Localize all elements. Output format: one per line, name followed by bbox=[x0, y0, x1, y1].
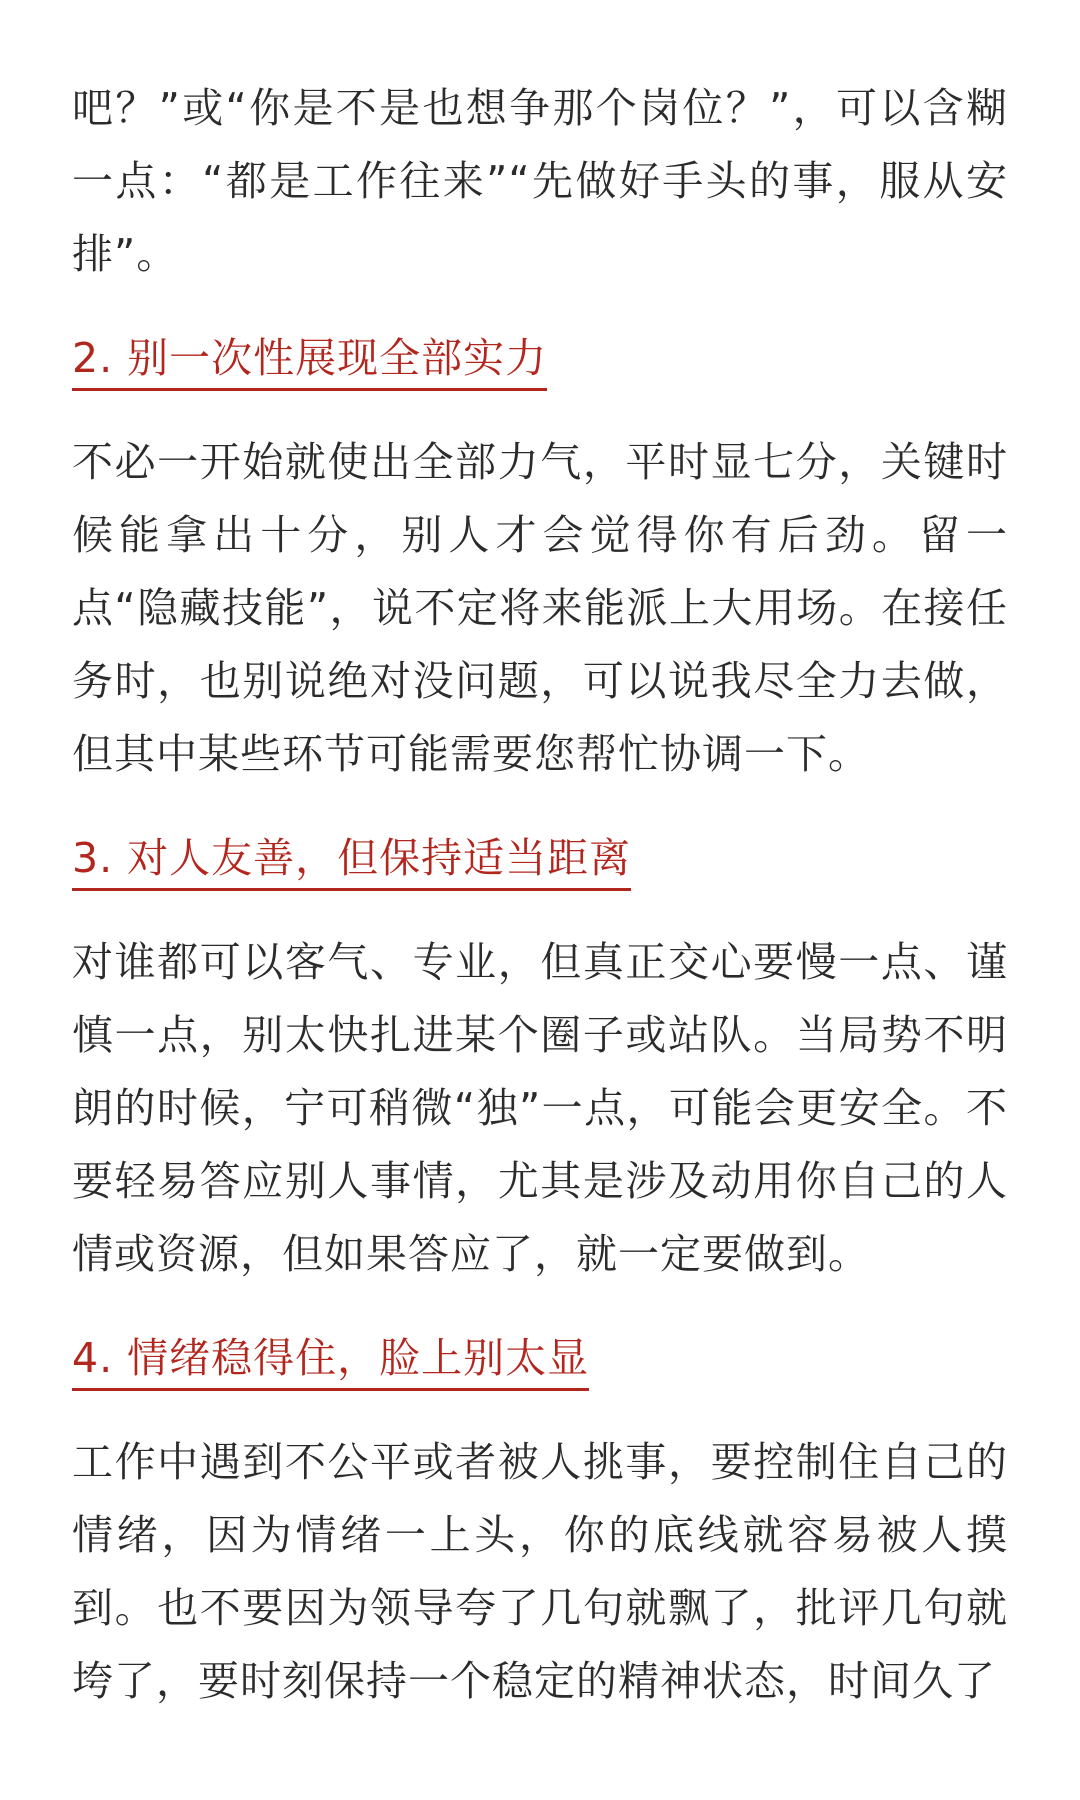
section-body-3: 对谁都可以客气、专业，但真正交心要慢一点、谨慎一点，别太快扎进某个圈子或站队。当局势不明朗的时候，宁可稍微“独”一点，可能会更安全。不要轻易答应别人事情，尤其是涉及动用你自己的人情或资源，但如果答应了，就一定要做到。 bbox=[72, 938, 1008, 1278]
intro-paragraph: 吧？”或“你是不是也想争那个岗位？”，可以含糊一点：“都是工作往来”“先做好手头的事，服从安排”。 bbox=[72, 84, 1008, 278]
section-body-2: 不必一开始就使出全部力气，平时显七分，关键时候能拿出十分，别人才会觉得你有后劲。留一点“隐藏技能”，说不定将来能派上大用场。在接任务时，也别说绝对没问题，可以说我尽全力去做，但其中某些环节可能需要您帮忙协调一下。 bbox=[72, 438, 1008, 778]
section-heading-2: 2. 别一次性展现全部实力 bbox=[72, 330, 547, 391]
section-heading-4: 4. 情绪稳得住，脸上别太显 bbox=[72, 1330, 589, 1391]
section-body-4: 工作中遇到不公平或者被人挑事，要控制住自己的情绪，因为情绪一上头，你的底线就容易被人摸到。也不要因为领导夸了几句就飘了，批评几句就垮了，要时刻保持一个稳定的精神状态，时间久了 bbox=[72, 1438, 1008, 1705]
section-heading-3: 3. 对人友善，但保持适当距离 bbox=[72, 830, 631, 891]
